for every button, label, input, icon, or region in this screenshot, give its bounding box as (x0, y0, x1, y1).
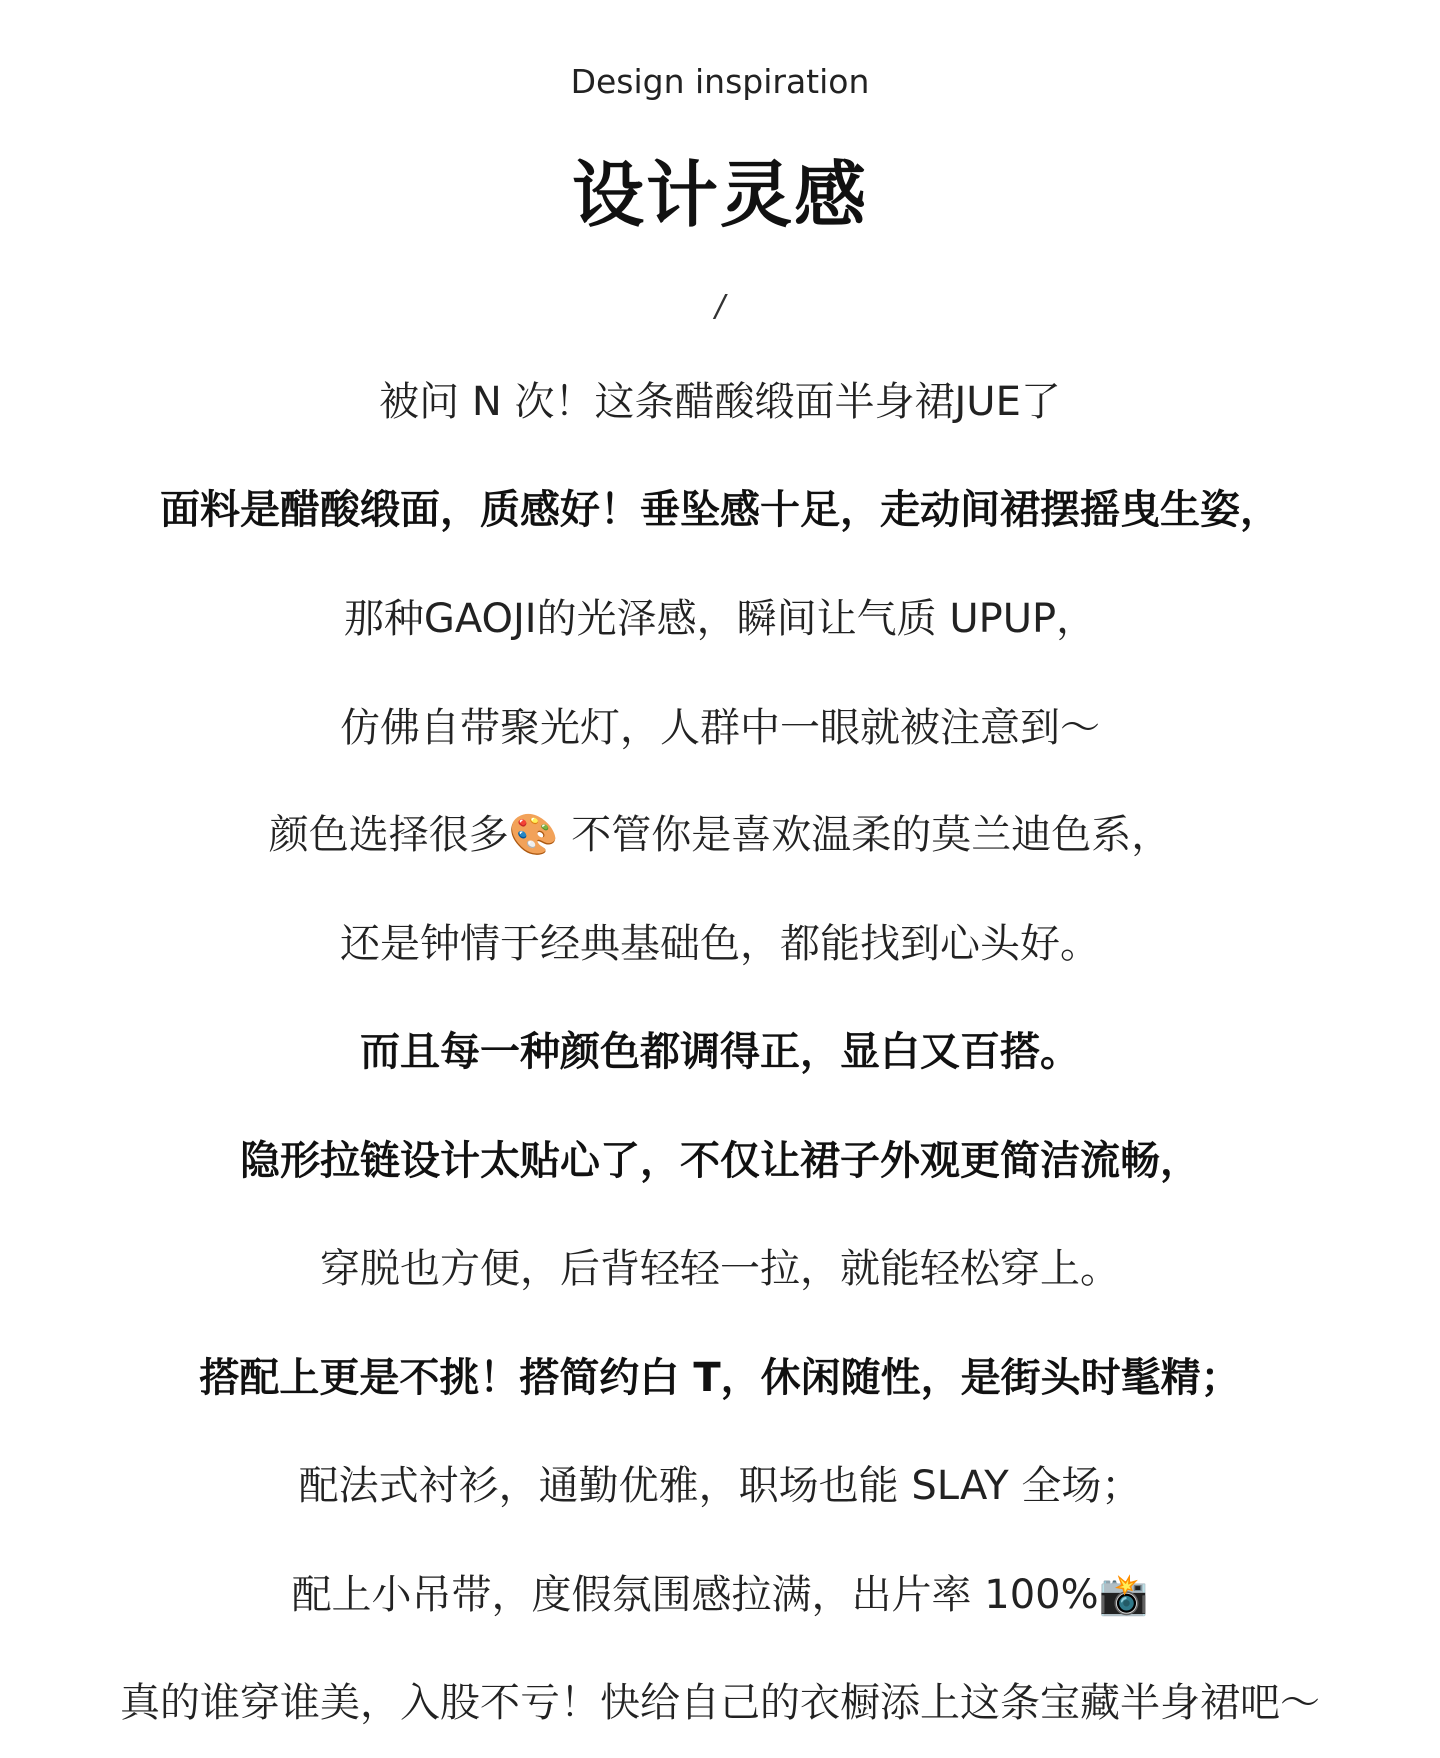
body-line: 面料是醋酸缎面，质感好！垂坠感十足，走动间裙摆摇曳生姿， (160, 487, 1280, 533)
body-line: 被问 N 次！这条醋酸缎面半身裙JUE了 (379, 379, 1061, 425)
body-line: 真的谁穿谁美，入股不亏！快给自己的衣橱添上这条宝藏半身裙吧～ (120, 1680, 1320, 1726)
body-line: 还是钟情于经典基础色，都能找到心头好。 (340, 921, 1100, 967)
body-line: 隐形拉链设计太贴心了，不仅让裙子外观更简洁流畅， (240, 1138, 1200, 1184)
body-line: 搭配上更是不挑！搭简约白 T，休闲随性，是街头时髦精； (199, 1355, 1241, 1401)
body-line: 那种GAOJI的光泽感，瞬间让气质 UPUP， (343, 596, 1097, 642)
body-line: 颜色选择很多🎨 不管你是喜欢温柔的莫兰迪色系， (268, 812, 1172, 858)
body-line: 而且每一种颜色都调得正，显白又百搭。 (360, 1029, 1080, 1075)
body-line: 仿佛自带聚光灯，人群中一眼就被注意到～ (340, 705, 1100, 751)
body-line: 穿脱也方便，后背轻轻一拉，就能轻松穿上。 (320, 1246, 1120, 1292)
body-line: 配法式衬衫，通勤优雅，职场也能 SLAY 全场； (298, 1463, 1142, 1509)
section-subtitle: Design inspiration (570, 62, 870, 101)
title-divider: / (714, 289, 726, 324)
section-title: 设计灵感 (571, 153, 868, 237)
body-line: 配上小吊带，度假氛围感拉满，出片率 100%📸 (291, 1572, 1149, 1618)
